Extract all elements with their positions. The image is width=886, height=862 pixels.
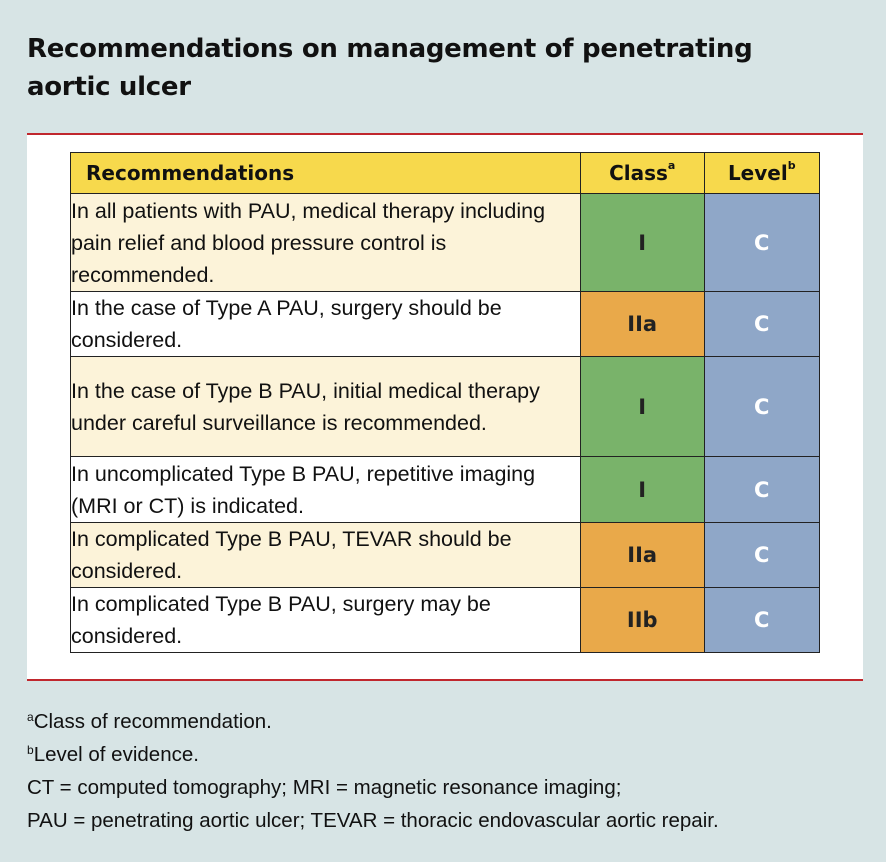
class-cell: I	[580, 194, 704, 292]
class-cell: IIb	[580, 588, 704, 653]
level-cell: C	[704, 457, 819, 523]
class-cell: IIa	[580, 523, 704, 588]
abbreviations-line-2: PAU = penetrating aortic ulcer; TEVAR = thoracic endovascular aortic repair.	[27, 809, 719, 832]
table-row	[71, 357, 820, 457]
level-cell: C	[704, 292, 819, 357]
class-cell: I	[580, 457, 704, 523]
level-cell: C	[704, 523, 819, 588]
header-class	[580, 153, 704, 194]
recommendation-text: In all patients with PAU, medical therapy including pain relief and blood pressure control is recommended.	[71, 194, 581, 292]
header-level	[704, 153, 819, 194]
recommendation-text: In complicated Type B PAU, surgery may be considered.	[71, 588, 581, 653]
level-cell: C	[704, 194, 819, 292]
recommendation-text: In the case of Type B PAU, initial medical therapy under careful surveillance is recommended.	[71, 357, 581, 457]
class-cell: I	[580, 357, 704, 457]
table-row	[71, 588, 820, 653]
class-cell: IIa	[580, 292, 704, 357]
footnote-b-text: Level of evidence.	[33, 743, 199, 766]
table-row	[71, 457, 820, 523]
footnote-a-marker: a	[27, 710, 34, 724]
footnote-a-text: Class of recommendation.	[33, 710, 272, 733]
header-class-label: Class	[609, 161, 668, 185]
footnote-b-marker: b	[27, 743, 34, 757]
footnote-b	[27, 738, 719, 771]
header-recommendations	[71, 153, 581, 194]
abbreviations-line-1: CT = computed tomography; MRI = magnetic resonance imaging;	[27, 776, 622, 799]
recommendation-text: In uncomplicated Type B PAU, repetitive imaging (MRI or CT) is indicated.	[71, 457, 581, 523]
footnote-a	[27, 705, 719, 738]
table-row	[71, 523, 820, 588]
recommendation-text: In the case of Type A PAU, surgery should be considered.	[71, 292, 581, 357]
level-cell: C	[704, 588, 819, 653]
recommendations-table	[70, 152, 820, 653]
header-recommendations-label: Recommendations	[86, 161, 295, 185]
header-class-footnote-marker: a	[667, 159, 676, 172]
header-level-footnote-marker: b	[787, 159, 796, 172]
table-header-row	[71, 153, 820, 194]
table-row	[71, 292, 820, 357]
header-level-label: Level	[727, 161, 788, 185]
level-cell: C	[704, 357, 819, 457]
recommendation-text: In complicated Type B PAU, TEVAR should be considered.	[71, 523, 581, 588]
footnotes	[27, 705, 719, 837]
table-row	[71, 194, 820, 292]
page-title: Recommendations on management of penetrating aortic ulcer	[27, 34, 753, 102]
